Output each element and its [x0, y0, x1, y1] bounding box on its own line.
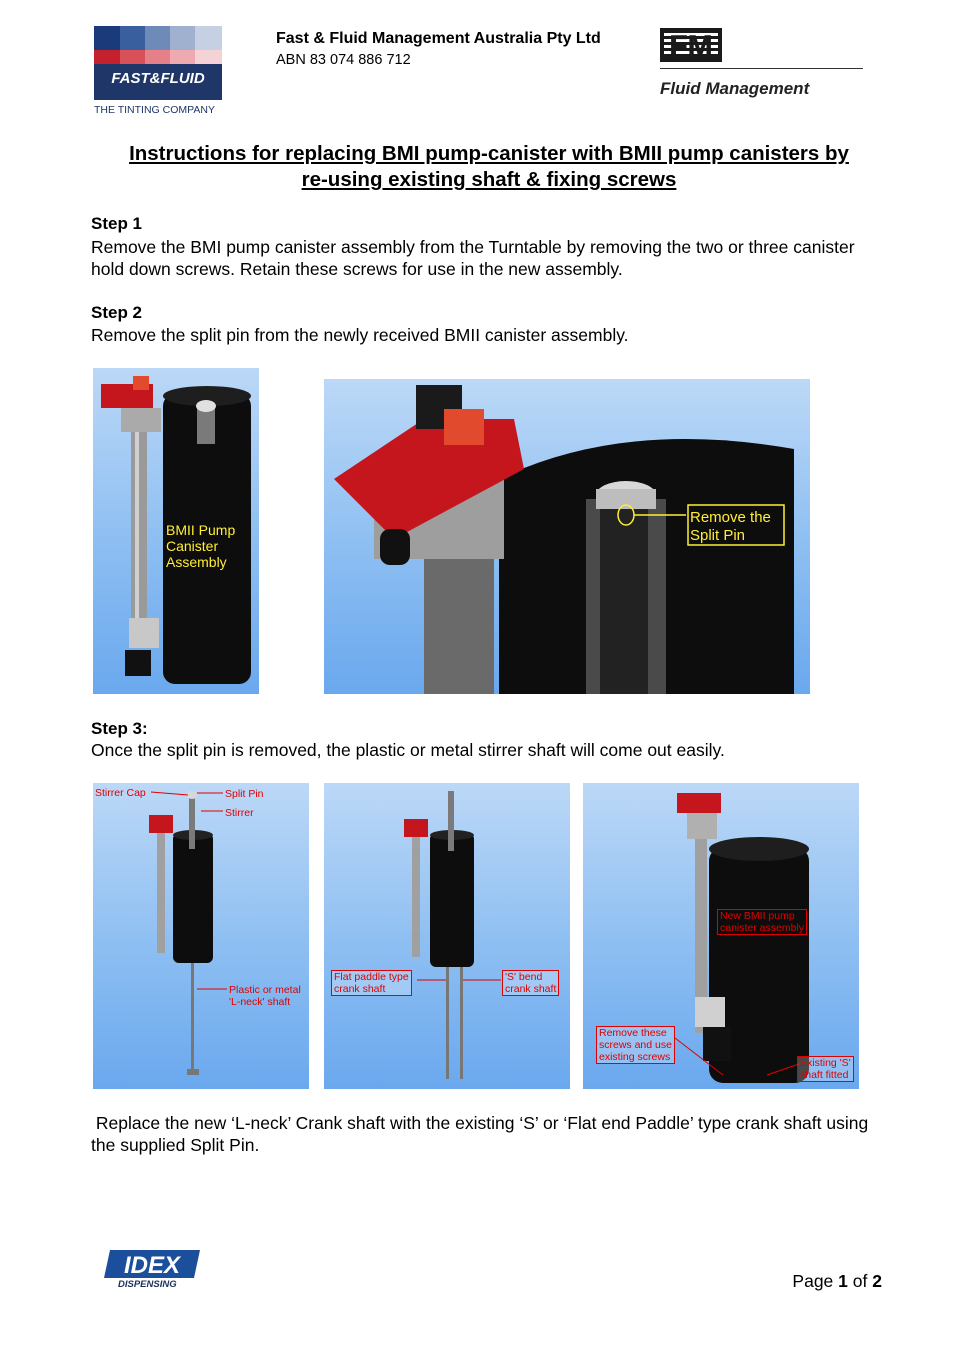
document-title	[60, 141, 918, 193]
page-total: 2	[872, 1271, 882, 1291]
fm-logo-text: Fluid Management	[660, 79, 810, 98]
fast-fluid-tagline: THE TINTING COMPANY	[94, 104, 215, 116]
new-assembly-label-line-1: New BMII pump	[720, 910, 795, 922]
existing-shaft-label	[797, 1056, 854, 1082]
idex-sub: DISPENSING	[118, 1279, 177, 1290]
figure-2-label-line-1: Remove the	[690, 509, 771, 526]
shaft-label	[229, 984, 301, 1008]
split-pin-label: Split Pin	[225, 788, 264, 800]
shaft-label-line-2: 'L-neck' shaft	[229, 996, 291, 1008]
remove-screws-label	[596, 1026, 675, 1064]
page-label: Page	[792, 1271, 834, 1291]
s-bend-label	[502, 970, 559, 996]
step-2-heading: Step 2	[91, 303, 143, 322]
company-name: Fast & Fluid Management Australia Pty Ltd	[276, 30, 601, 47]
page-number	[792, 1271, 882, 1292]
existing-shaft-label-line-2: shaft fitted	[800, 1069, 849, 1081]
fast-fluid-logo-text: FAST&FLUID	[111, 70, 205, 87]
stirrer-cap-label: Stirrer Cap	[95, 787, 146, 799]
figure-crank-shaft-types	[324, 783, 570, 1089]
figure-2-label-line-2: Split Pin	[690, 527, 746, 544]
figure-split-pin-closeup	[324, 379, 810, 694]
remove-screws-label-line-2: screws and use	[599, 1039, 672, 1051]
figure-bmii-canister	[93, 368, 259, 694]
title-line-1: Instructions for replacing BMI pump-canister with BMII pump canisters by	[129, 142, 849, 165]
flat-paddle-label-line-1: Flat paddle type	[334, 971, 409, 983]
figure-new-assembly-fitted	[583, 783, 859, 1089]
fm-logo-rule	[660, 68, 863, 69]
flat-paddle-label-line-2: crank shaft	[334, 983, 386, 995]
idex-logo	[104, 1250, 200, 1292]
figure-1-label-line-3: Assembly	[166, 554, 227, 570]
figure-2-label	[690, 509, 771, 545]
existing-shaft-label-line-1: Existing 'S'	[800, 1057, 851, 1069]
step-3-text: Once the split pin is removed, the plastic or metal stirrer shaft will come out easily.	[91, 740, 725, 760]
idex-logo-mark	[104, 1250, 200, 1278]
s-bend-label-line-1: 'S' bend	[505, 971, 543, 983]
shaft-label-line-1: Plastic or metal	[229, 984, 301, 996]
figure-1-label-line-1: BMII Pump	[166, 522, 236, 538]
title-line-2: re-using existing shaft & fixing screws	[301, 168, 677, 191]
step-1-heading: Step 1	[91, 214, 143, 233]
figure-1-label	[166, 522, 235, 570]
fm-logo-mark-text: FM	[669, 30, 713, 62]
stirrer-label: Stirrer	[225, 807, 254, 819]
idex-logo-text: IDEX	[123, 1252, 181, 1278]
page-current: 1	[838, 1271, 848, 1291]
step-2-text: Remove the split pin from the newly received BMII canister assembly.	[91, 325, 629, 345]
figure-1-label-line-2: Canister	[166, 538, 219, 554]
s-bend-label-line-2: crank shaft	[505, 983, 557, 995]
fm-logo-mark	[660, 28, 722, 62]
step-3-heading: Step 3:	[91, 719, 148, 738]
page-of: of	[852, 1271, 868, 1291]
remove-screws-label-line-1: Remove these	[599, 1027, 667, 1039]
figure-stirrer-removed	[93, 783, 309, 1089]
company-abn: ABN 83 074 886 712	[276, 52, 411, 68]
fast-fluid-logo	[94, 26, 222, 118]
new-assembly-label-line-2: canister assembly	[720, 922, 805, 934]
step-1-text: Remove the BMI pump canister assembly from the Turntable by removing the two or three canister hold down screws. Retain these screws for use in the new assembly.	[91, 237, 855, 279]
new-assembly-label	[717, 909, 807, 935]
fluid-management-logo	[660, 28, 865, 102]
remove-screws-label-line-3: existing screws	[599, 1051, 671, 1063]
closing-instructions: Replace the new ‘L-neck’ Crank shaft with the existing ‘S’ or ‘Flat end Paddle’ type crank shaft using the supplied Split Pin.	[91, 1113, 874, 1155]
flat-paddle-label	[331, 970, 412, 996]
